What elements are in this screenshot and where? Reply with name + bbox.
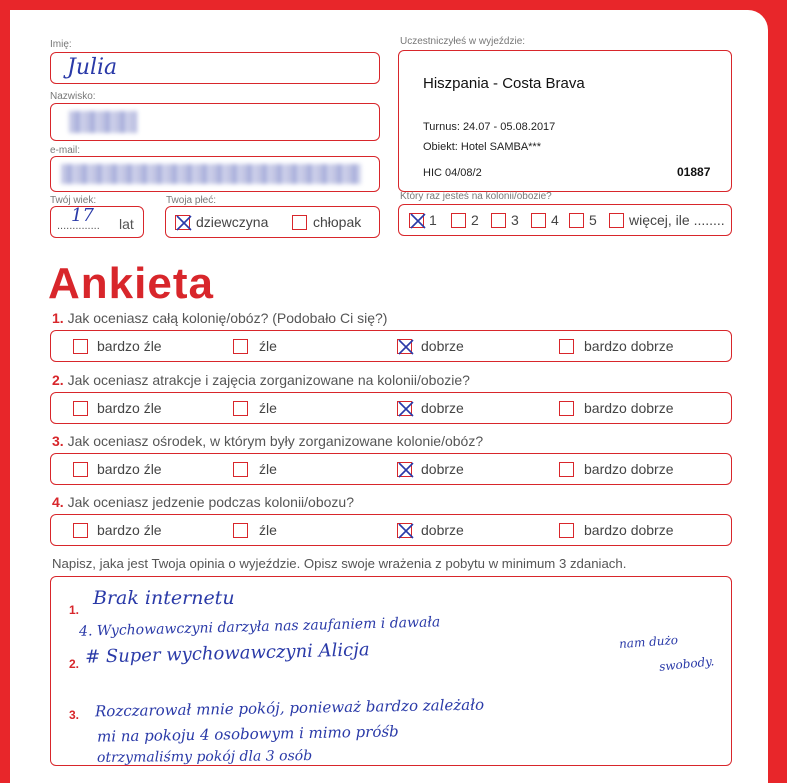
times-checkbox-more[interactable] bbox=[609, 213, 624, 228]
q1-option-3-label: dobrze bbox=[421, 338, 464, 354]
q3-option-4-checkbox[interactable] bbox=[559, 462, 574, 477]
trip-number: 01887 bbox=[677, 165, 711, 179]
q4-option-1-label: bardzo źle bbox=[97, 522, 162, 538]
surname-field[interactable] bbox=[50, 103, 380, 141]
times-checkbox-1[interactable] bbox=[409, 213, 424, 228]
q3-option-1-label: bardzo źle bbox=[97, 461, 162, 477]
opinion-text-line-3: # Super wychowawczyni Alicja bbox=[84, 639, 370, 668]
question-4-text: Jak oceniasz jedzenie podczas kolonii/obozu? bbox=[67, 494, 354, 510]
q1-option-4-checkbox[interactable] bbox=[559, 339, 574, 354]
cross-mark-icon bbox=[174, 213, 194, 233]
q3-option-1-checkbox[interactable] bbox=[73, 462, 88, 477]
opinion-text-line-1: Brak internetu bbox=[93, 587, 235, 609]
q2-option-3-label: dobrze bbox=[421, 400, 464, 416]
question-2 bbox=[52, 372, 470, 388]
age-unit: lat bbox=[119, 216, 134, 232]
opinion-text-line-4: Rozczarował mnie pokój, ponieważ bardzo zależało bbox=[94, 695, 485, 721]
trip-turnus: Turnus: 24.07 - 05.08.2017 bbox=[423, 121, 556, 133]
question-1-number: 1. bbox=[52, 310, 64, 326]
q3-option-2-label: źle bbox=[259, 461, 277, 477]
q2-option-1-checkbox[interactable] bbox=[73, 401, 88, 416]
question-3 bbox=[52, 433, 483, 449]
times-option-3: 3 bbox=[511, 212, 519, 228]
q3-option-3-checkbox[interactable] bbox=[397, 462, 412, 477]
q4-option-2-checkbox[interactable] bbox=[233, 523, 248, 538]
question-1-options bbox=[50, 330, 732, 362]
gender-female-checkbox[interactable] bbox=[175, 215, 190, 230]
q4-option-3-checkbox[interactable] bbox=[397, 523, 412, 538]
times-checkbox-3[interactable] bbox=[491, 213, 506, 228]
q4-option-1-checkbox[interactable] bbox=[73, 523, 88, 538]
question-2-options bbox=[50, 392, 732, 424]
q2-option-4-checkbox[interactable] bbox=[559, 401, 574, 416]
trip-info-box bbox=[398, 50, 732, 192]
opinion-line-number-1: 1. bbox=[69, 603, 80, 617]
times-option-5: 5 bbox=[589, 212, 597, 228]
opinion-text-line-2b: nam dużo bbox=[618, 632, 679, 652]
q4-option-3-label: dobrze bbox=[421, 522, 464, 538]
gender-male-checkbox[interactable] bbox=[292, 215, 307, 230]
times-checkbox-4[interactable] bbox=[531, 213, 546, 228]
cross-mark-icon bbox=[408, 211, 428, 231]
trip-code: HIC 04/08/2 bbox=[423, 167, 482, 179]
q2-option-1-label: bardzo źle bbox=[97, 400, 162, 416]
email-blurred-value bbox=[61, 164, 361, 184]
q1-option-1-label: bardzo źle bbox=[97, 338, 162, 354]
q2-option-3-checkbox[interactable] bbox=[397, 401, 412, 416]
opinion-line-number-2: 2. bbox=[69, 657, 80, 671]
q1-option-2-checkbox[interactable] bbox=[233, 339, 248, 354]
times-option-more: więcej, ile ........ bbox=[629, 212, 725, 228]
question-1-text: Jak oceniasz całą kolonię/obóz? (Podobało Ci się?) bbox=[67, 310, 388, 326]
q2-option-2-checkbox[interactable] bbox=[233, 401, 248, 416]
gender-field bbox=[165, 206, 380, 238]
surname-label: Nazwisko: bbox=[50, 91, 96, 102]
q3-option-3-label: dobrze bbox=[421, 461, 464, 477]
question-2-text: Jak oceniasz atrakcje i zajęcia zorganizowane na kolonii/obozie? bbox=[67, 372, 470, 388]
opinion-text-line-2: 4. Wychowawczyni darzyła nas zaufaniem i dawała bbox=[78, 614, 441, 640]
age-field[interactable] bbox=[50, 206, 144, 238]
q1-option-1-checkbox[interactable] bbox=[73, 339, 88, 354]
times-label: Który raz jesteś na kolonii/obozie? bbox=[400, 191, 552, 202]
survey-title: Ankieta bbox=[48, 259, 214, 308]
question-3-options bbox=[50, 453, 732, 485]
q4-option-2-label: źle bbox=[259, 522, 277, 538]
gender-label: Twoja płeć: bbox=[166, 195, 217, 206]
opinion-line-number-3: 3. bbox=[69, 708, 80, 722]
times-option-2: 2 bbox=[471, 212, 479, 228]
email-label: e-mail: bbox=[50, 145, 81, 156]
trip-obiekt: Obiekt: Hotel SAMBA*** bbox=[423, 141, 541, 153]
email-field[interactable] bbox=[50, 156, 380, 192]
opinion-text-line-5: mi na pokoju 4 osobowym i mimo próśb bbox=[96, 722, 399, 746]
name-field[interactable] bbox=[50, 52, 380, 84]
times-option-1: 1 bbox=[429, 212, 437, 228]
question-3-text: Jak oceniasz ośrodek, w którym były zorganizowane kolonie/obóz? bbox=[67, 433, 484, 449]
question-4-options bbox=[50, 514, 732, 546]
participants-label: Uczestniczyłeś w wyjeździe: bbox=[400, 36, 526, 47]
surname-blurred-value bbox=[69, 111, 137, 133]
cross-mark-icon bbox=[396, 521, 416, 541]
q3-option-2-checkbox[interactable] bbox=[233, 462, 248, 477]
name-value: Julia bbox=[67, 55, 118, 80]
age-value: 17 bbox=[71, 205, 94, 226]
q2-option-4-label: bardzo dobrze bbox=[584, 400, 674, 416]
age-label: Twój wiek: bbox=[50, 195, 97, 206]
question-1 bbox=[52, 310, 387, 326]
age-dots: .............. bbox=[57, 220, 100, 232]
cross-mark-icon bbox=[396, 337, 416, 357]
q1-option-3-checkbox[interactable] bbox=[397, 339, 412, 354]
question-4 bbox=[52, 494, 354, 510]
question-4-number: 4. bbox=[52, 494, 64, 510]
cross-mark-icon bbox=[396, 460, 416, 480]
name-label: Imię: bbox=[50, 39, 72, 50]
question-2-number: 2. bbox=[52, 372, 64, 388]
trip-destination: Hiszpania - Costa Brava bbox=[423, 75, 585, 92]
q1-option-2-label: źle bbox=[259, 338, 277, 354]
opinion-text-line-3b: swobody. bbox=[658, 654, 715, 674]
q4-option-4-label: bardzo dobrze bbox=[584, 522, 674, 538]
times-field bbox=[398, 204, 732, 236]
cross-mark-icon bbox=[396, 399, 416, 419]
survey-sheet bbox=[10, 10, 768, 783]
question-3-number: 3. bbox=[52, 433, 64, 449]
times-checkbox-5[interactable] bbox=[569, 213, 584, 228]
opinion-text-line-6: otrzymaliśmy pokój dla 3 osób bbox=[96, 748, 313, 766]
times-checkbox-2[interactable] bbox=[451, 213, 466, 228]
gender-female-label: dziewczyna bbox=[196, 214, 269, 230]
opinion-box[interactable] bbox=[50, 576, 732, 766]
q4-option-4-checkbox[interactable] bbox=[559, 523, 574, 538]
opinion-prompt: Napisz, jaka jest Twoja opinia o wyjeździe. Opisz swoje wrażenia z pobytu w minimum 3 zdaniach. bbox=[52, 556, 627, 571]
gender-male-label: chłopak bbox=[313, 214, 362, 230]
q3-option-4-label: bardzo dobrze bbox=[584, 461, 674, 477]
q1-option-4-label: bardzo dobrze bbox=[584, 338, 674, 354]
q2-option-2-label: źle bbox=[259, 400, 277, 416]
times-option-4: 4 bbox=[551, 212, 559, 228]
